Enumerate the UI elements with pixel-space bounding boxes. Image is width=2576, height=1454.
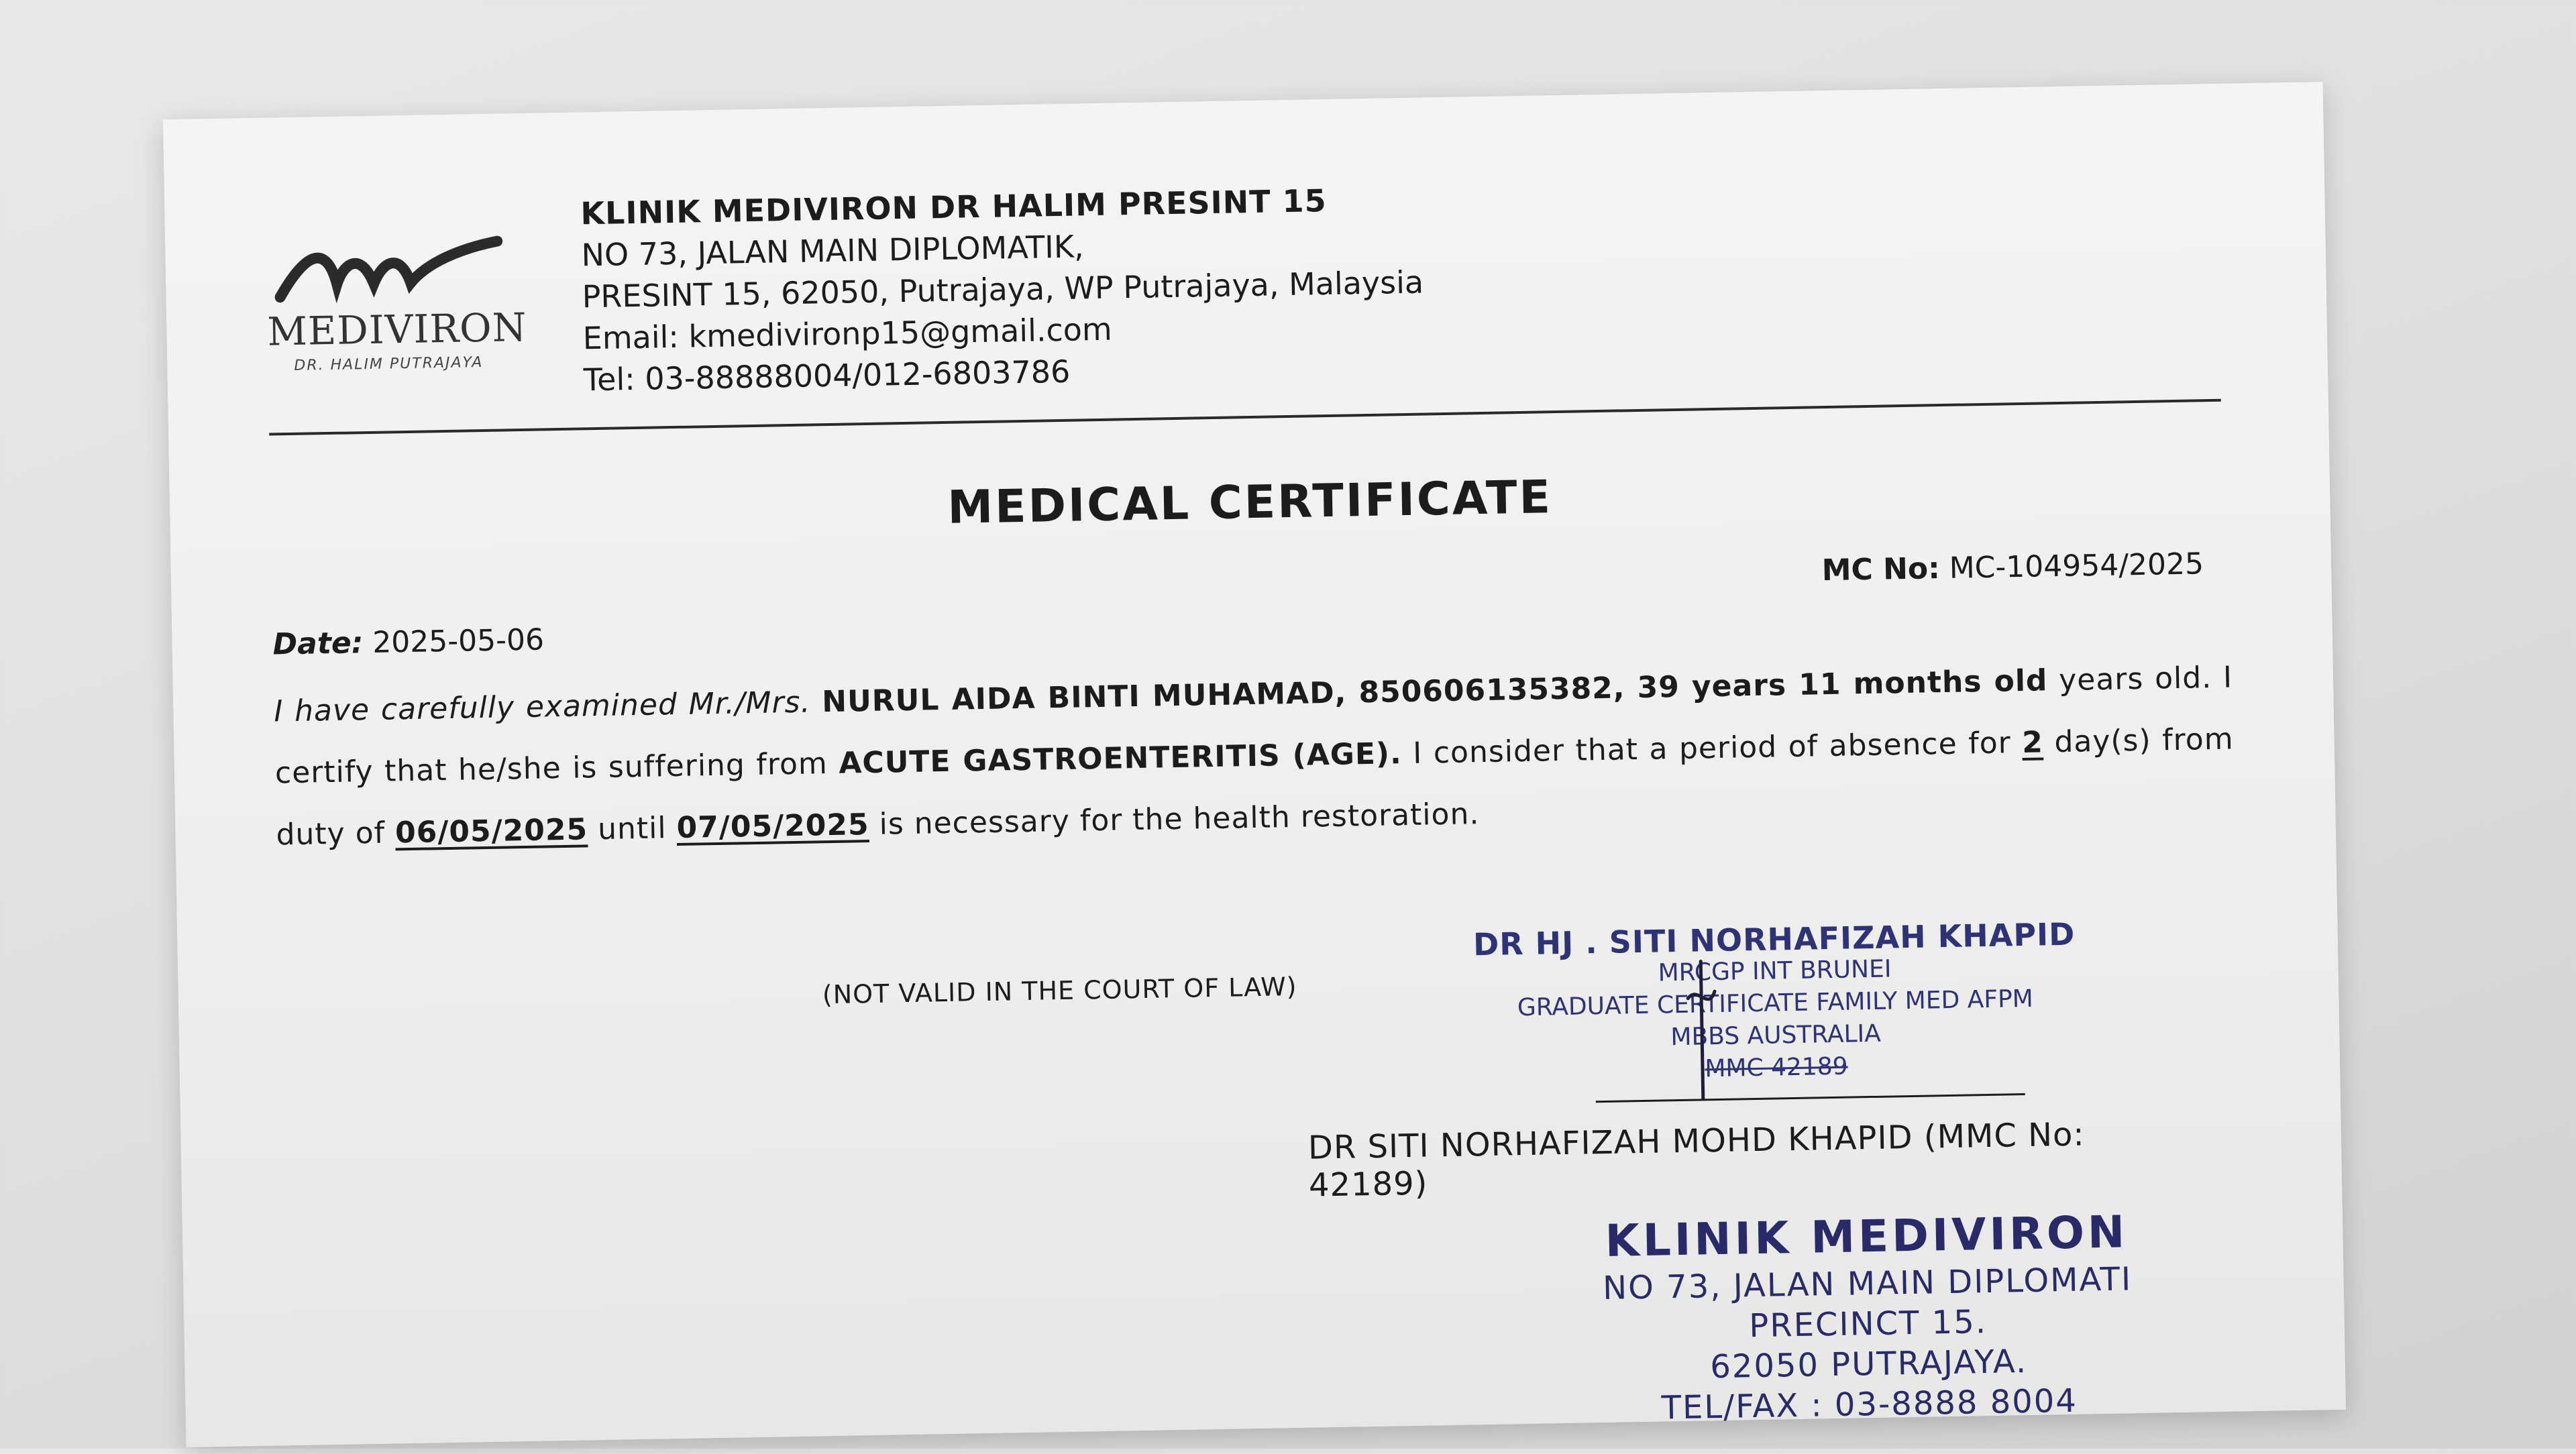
body-text-3: I consider that a period of absence for [1412, 726, 2012, 771]
mediviron-logo [266, 234, 527, 392]
date-value: 2025-05-06 [372, 622, 545, 660]
header-divider [269, 399, 2221, 436]
logo-subtitle: DR. HALIM PUTRAJAYA [294, 353, 484, 374]
medical-certificate-sheet [163, 82, 2346, 1447]
mc-number-value: MC-104954/2025 [1949, 547, 2204, 585]
absence-from-date: 06/05/2025 [394, 812, 588, 850]
certificate-body [274, 647, 2235, 866]
absence-until-date: 07/05/2025 [676, 807, 870, 846]
clinic-stamp-line-3: 62050 PUTRAJAYA. [1709, 1343, 2028, 1386]
signature-line [1596, 1093, 2025, 1103]
doctor-name-line: DR SITI NORHAFIZAH MOHD KHAPID (MMC No: 42189) [1307, 1115, 2086, 1205]
clinic-stamp-line-1: NO 73, JALAN MAIN DIPLOMATI [1602, 1260, 2133, 1308]
body-text-4: day(s) from duty of [276, 722, 2234, 852]
stamp-line-1: MRCGP INT BRUNEI [1658, 955, 1892, 987]
body-text-6: is necessary for the health restoration. [879, 797, 1480, 842]
body-text-1: I have carefully examined Mr./Mrs. [273, 685, 811, 729]
patient-details: NURUL AIDA BINTI MUHAMAD, 850606135382, 39 years 11 months old [821, 663, 2048, 720]
stamp-line-3: MBBS AUSTRALIA [1670, 1019, 1882, 1052]
stamp-line-2: GRADUATE CERTIFICATE FAMILY MED AFPM [1517, 985, 2034, 1022]
stamp-doctor-name: DR HJ . SITI NORHAFIZAH KHAPID [1472, 915, 2076, 963]
body-text-5: until [597, 811, 667, 847]
mc-number-label: MC No: [1821, 551, 1941, 588]
mediviron-logo-icon [266, 234, 508, 305]
date-label: Date: [272, 626, 364, 662]
clinic-stamp-line-2: PRECINCT 15. [1748, 1303, 1988, 1345]
doctor-stamp [1472, 915, 2078, 1090]
mc-number [1821, 547, 2204, 588]
clinic-address-line-2: PRESINT 15, 62050, Putrajaya, WP Putrajaya, Malaysia [582, 264, 1424, 315]
diagnosis: ACUTE GASTROENTERITIS (AGE). [838, 736, 1403, 781]
stamp-line-4: MMC 42189 [1705, 1052, 1848, 1083]
clinic-stamp [1564, 1205, 2171, 1430]
certificate-date [272, 622, 544, 661]
clinic-address-line-1: NO 73, JALAN MAIN DIPLOMATIK, [581, 228, 1085, 274]
clinic-email: Email: kmedivironp15@gmail.com [582, 311, 1113, 357]
clinic-stamp-name: KLINIK MEDIVIRON [1605, 1206, 2129, 1267]
clinic-stamp-line-4: TEL/FAX : 03-8888 8004 [1661, 1382, 2078, 1427]
clinic-tel: Tel: 03-88888004/012-6803786 [583, 353, 1071, 398]
clinic-name: KLINIK MEDIVIRON DR HALIM PRESINT 15 [580, 182, 1328, 232]
absence-days: 2 [2021, 725, 2044, 761]
document-title: MEDICAL CERTIFICATE [947, 471, 1553, 535]
not-valid-notice: (NOT VALID IN THE COURT OF LAW) [822, 971, 1297, 1010]
clinic-header [580, 170, 1858, 400]
logo-name: MEDIVIRON [266, 304, 527, 355]
body-text-2: years old. I certify that he/she is suffering from [274, 660, 2233, 791]
signature-icon [1680, 958, 1723, 1106]
